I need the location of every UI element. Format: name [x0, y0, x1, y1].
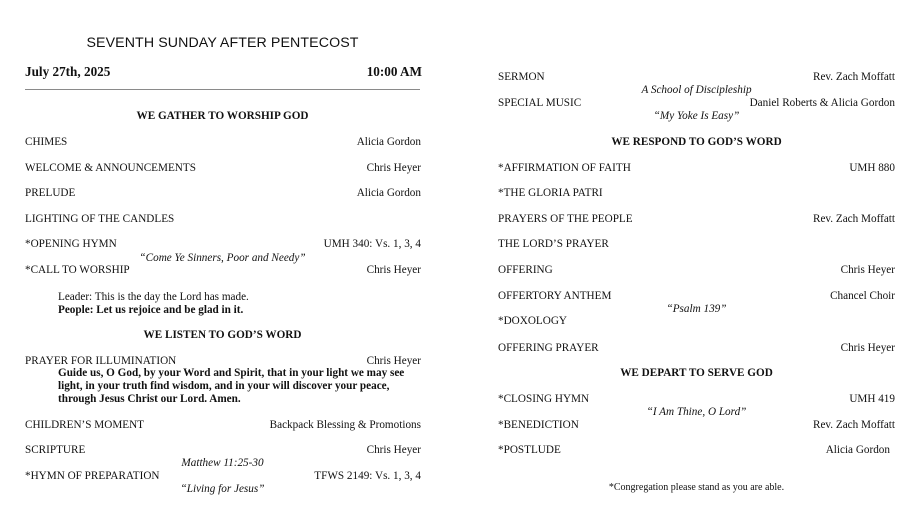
call-people-line: People: Let us rejoice and be glad in it.	[58, 304, 244, 316]
item-prep-hymn-title: “Living for Jesus”	[180, 483, 265, 495]
item-affirmation-ref: UMH 880	[849, 162, 895, 174]
item-prayers-label: PRAYERS OF THE PEOPLE	[498, 213, 633, 225]
item-anthem-title: “Psalm 139”	[666, 303, 727, 315]
item-scripture-leader: Chris Heyer	[366, 444, 421, 456]
section-heading-depart: WE DEPART TO SERVE GOD	[620, 367, 773, 379]
header-divider	[25, 89, 420, 90]
service-date: July 27th, 2025	[25, 64, 111, 79]
item-scripture-ref: Matthew 11:25-30	[181, 457, 264, 469]
item-prayers-leader: Rev. Zach Moffatt	[812, 213, 895, 225]
item-anthem-label: OFFERTORY ANTHEM	[498, 290, 612, 302]
section-heading-gather: WE GATHER TO WORSHIP GOD	[136, 110, 309, 122]
illumination-prayer-line-1: Guide us, O God, by your Word and Spirit, that in your light we may see	[58, 367, 405, 379]
item-prelude-label: PRELUDE	[25, 187, 76, 199]
illumination-prayer-line-3: through Jesus Christ our Lord. Amen.	[58, 393, 241, 405]
item-postlude-label: *POSTLUDE	[498, 444, 561, 456]
item-affirmation-label: *AFFIRMATION OF FAITH	[498, 162, 631, 174]
call-leader-line: Leader: This is the day the Lord has made.	[58, 291, 249, 303]
item-chimes-label: CHIMES	[25, 136, 68, 148]
item-closing-hymn-label: *CLOSING HYMN	[498, 393, 590, 405]
item-opening-hymn-ref: UMH 340: Vs. 1, 3, 4	[323, 238, 421, 250]
section-heading-listen: WE LISTEN TO GOD’S WORD	[143, 329, 302, 341]
item-illumination-leader: Chris Heyer	[366, 355, 421, 367]
item-special-music-label: SPECIAL MUSIC	[498, 97, 582, 109]
item-offering-prayer-leader: Chris Heyer	[840, 342, 895, 354]
item-closing-hymn-title: “I Am Thine, O Lord”	[646, 406, 747, 418]
item-special-music-title: “My Yoke Is Easy”	[653, 110, 740, 122]
item-welcome-label: WELCOME & ANNOUNCEMENTS	[25, 162, 196, 174]
item-prep-hymn-label: *HYMN OF PREPARATION	[25, 470, 160, 482]
item-prelude-leader: Alicia Gordon	[356, 187, 421, 199]
item-offering-prayer-label: OFFERING PRAYER	[498, 342, 599, 354]
item-anthem-leader: Chancel Choir	[830, 290, 895, 302]
item-welcome-leader: Chris Heyer	[366, 162, 421, 174]
service-time: 10:00 AM	[366, 64, 422, 79]
item-offering-leader: Chris Heyer	[840, 264, 895, 276]
item-opening-hymn-title: “Come Ye Sinners, Poor and Needy”	[139, 252, 306, 264]
item-sermon-leader: Rev. Zach Moffatt	[812, 71, 895, 83]
item-scripture-label: SCRIPTURE	[25, 444, 86, 456]
item-gloria-label: *THE GLORIA PATRI	[498, 187, 603, 199]
item-illumination-label: PRAYER FOR ILLUMINATION	[25, 355, 177, 367]
item-special-music-leader: Daniel Roberts & Alicia Gordon	[749, 97, 895, 109]
illumination-prayer-line-2: light, in your truth find wisdom, and in your will discover your peace,	[58, 380, 390, 392]
item-sermon-label: SERMON	[498, 71, 545, 83]
footnote: *Congregation please stand as you are able.	[608, 482, 785, 493]
item-offering-label: OFFERING	[498, 264, 553, 276]
item-childrens-leader: Backpack Blessing & Promotions	[269, 419, 421, 431]
item-postlude-leader: Alicia Gordon	[825, 444, 890, 456]
item-benediction-label: *BENEDICTION	[498, 419, 579, 431]
item-call-leader: Chris Heyer	[366, 264, 421, 276]
page-title: SEVENTH SUNDAY AFTER PENTECOST	[86, 35, 359, 51]
item-prep-hymn-ref: TFWS 2149: Vs. 1, 3, 4	[314, 470, 421, 482]
item-closing-hymn-ref: UMH 419	[849, 393, 895, 405]
item-lords-prayer-label: THE LORD’S PRAYER	[498, 238, 609, 250]
item-childrens-label: CHILDREN’S MOMENT	[25, 419, 145, 431]
item-candles-label: LIGHTING OF THE CANDLES	[25, 213, 175, 225]
item-call-label: *CALL TO WORSHIP	[25, 264, 130, 276]
item-chimes-leader: Alicia Gordon	[356, 136, 421, 148]
item-sermon-title: A School of Discipleship	[641, 84, 752, 96]
item-benediction-leader: Rev. Zach Moffatt	[812, 419, 895, 431]
section-heading-respond: WE RESPOND TO GOD’S WORD	[611, 136, 782, 148]
item-doxology-label: *DOXOLOGY	[498, 315, 567, 327]
item-opening-hymn-label: *OPENING HYMN	[25, 238, 117, 250]
